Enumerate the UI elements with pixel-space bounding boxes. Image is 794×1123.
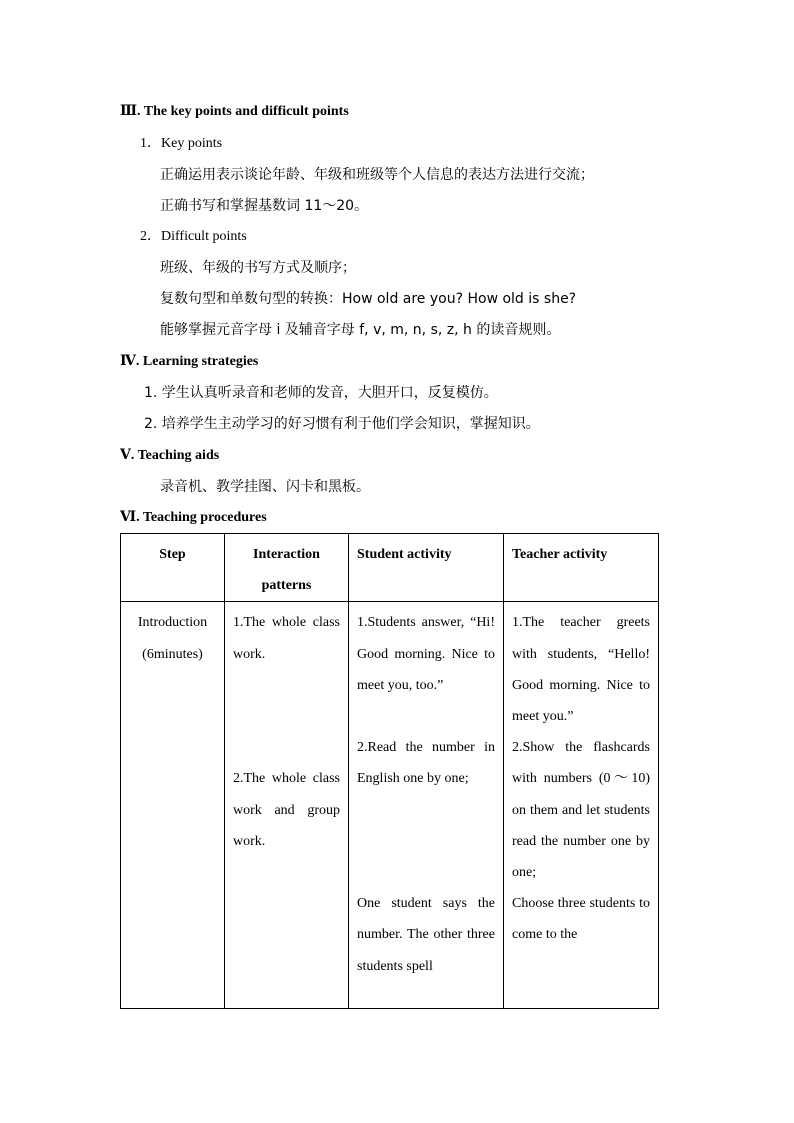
procedures-table <box>120 533 659 1009</box>
interaction-item: 1.The whole class work. <box>233 615 340 662</box>
interaction-item: 2.The whole class work and group work. <box>233 771 340 849</box>
step-cell <box>121 602 225 1009</box>
student-activity-item: 1.Students answer, “Hi! Good morning. Nice to meet you, too.” <box>357 615 495 693</box>
difficult-point-item: 班级、年级的书写方式及顺序； <box>160 260 356 276</box>
teacher-activity-item: Choose three students to come to the <box>512 896 650 943</box>
step-name: Introduction <box>137 615 208 631</box>
header-step: Step <box>121 534 225 602</box>
section-5-heading: Ⅴ. Teaching aids <box>120 448 220 463</box>
header-student-activity: Student activity <box>349 534 504 602</box>
difficult-point-item: 能够掌握元音字母 i 及辅音字母 f, v, m, n, s, z, h 的读音规则。 <box>160 322 561 338</box>
teaching-aids-text: 录音机、教学挂图、闪卡和黑板。 <box>160 479 370 495</box>
section-6-heading: Ⅵ. Teaching procedures <box>120 510 267 525</box>
teacher-activity-item: 2.Show the flashcards with numbers (0～10) on them and let students read the number one by one; <box>512 740 650 881</box>
key-point-item: 正确运用表示谈论年龄、年级和班级等个人信息的表达方法进行交流； <box>160 167 594 183</box>
header-teacher-activity: Teacher activity <box>504 534 659 602</box>
step-duration: (6minutes) <box>142 646 203 662</box>
student-activity-item: 2.Read the number in English one by one; <box>357 740 495 787</box>
section-4-heading: Ⅳ. Learning strategies <box>120 354 259 369</box>
table-row <box>121 602 659 1009</box>
header-interaction-line2: patterns <box>261 578 312 594</box>
key-points-label: 1．Key points <box>140 136 223 151</box>
table-header-row <box>121 534 659 602</box>
student-activity-cell <box>349 602 504 1009</box>
header-interaction <box>225 534 349 602</box>
teacher-activity-cell <box>504 602 659 1009</box>
strategy-item: 2. 培养学生主动学习的好习惯有利于他们学会知识，掌握知识。 <box>144 416 540 432</box>
difficult-points-label: 2．Difficult points <box>140 229 247 244</box>
header-interaction-line1: Interaction <box>253 547 320 562</box>
student-activity-item: One student says the number. The other three students spell <box>357 896 495 974</box>
key-point-item: 正确书写和掌握基数词 11～20。 <box>160 198 369 214</box>
interaction-cell <box>225 602 349 1009</box>
teacher-activity-item: 1.The teacher greets with students, “Hello! Good morning. Nice to meet you.” <box>512 615 650 725</box>
difficult-point-item: 复数句型和单数句型的转换：How old are you? How old is she? <box>160 291 577 307</box>
strategy-item: 1. 学生认真听录音和老师的发音，大胆开口，反复模仿。 <box>144 385 498 401</box>
section-3-heading: Ⅲ. The key points and difficult points <box>120 104 349 119</box>
